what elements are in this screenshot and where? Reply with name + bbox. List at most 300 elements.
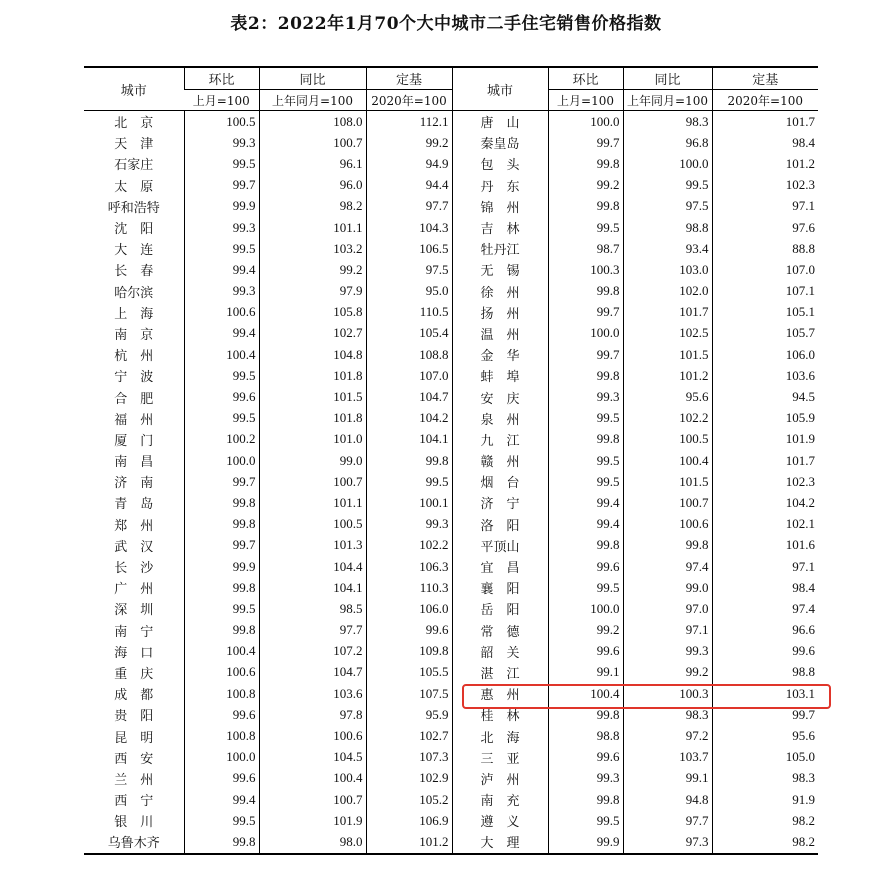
base-value-cell: 105.0 <box>712 747 818 768</box>
mom-value-cell: 99.6 <box>184 768 259 789</box>
base-value-cell: 110.3 <box>366 577 452 598</box>
base-value-cell: 97.1 <box>712 556 818 577</box>
table-row <box>84 556 818 577</box>
city-name-cell: 西 宁 <box>114 794 154 810</box>
mom-value-cell: 99.8 <box>548 196 623 217</box>
table-row <box>84 535 818 556</box>
mom-value-cell: 100.0 <box>548 323 623 344</box>
base-value-cell: 101.9 <box>712 429 818 450</box>
mom-value-cell: 99.8 <box>548 153 623 174</box>
yoy-value-cell: 102.2 <box>623 408 712 429</box>
city-name-cell: 金 华 <box>452 344 548 365</box>
city-name-cell: 平顶山 <box>452 535 548 556</box>
base-value-cell: 105.7 <box>712 323 818 344</box>
base-value-cell: 109.8 <box>366 641 452 662</box>
city-name-cell: 石家庄 <box>114 158 154 174</box>
yoy-value-cell: 98.0 <box>259 831 366 853</box>
table-row <box>84 365 818 386</box>
table-row <box>84 577 818 598</box>
yoy-value-cell: 97.3 <box>623 831 712 853</box>
city-name-cell: 济 南 <box>114 476 154 492</box>
yoy-value-cell: 100.3 <box>623 683 712 704</box>
base-value-cell: 107.3 <box>366 747 452 768</box>
base-value-cell: 101.2 <box>366 831 452 853</box>
city-name-cell: 赣 州 <box>452 450 548 471</box>
header-mom-right: 环比 <box>548 67 623 90</box>
city-name-cell: 合 肥 <box>114 391 154 407</box>
mom-value-cell: 99.8 <box>548 281 623 302</box>
mom-value-cell: 100.8 <box>184 683 259 704</box>
yoy-value-cell: 98.3 <box>623 111 712 133</box>
table-row <box>84 323 818 344</box>
base-value-cell: 105.5 <box>366 662 452 683</box>
yoy-value-cell: 97.2 <box>623 725 712 746</box>
mom-value-cell: 99.4 <box>184 259 259 280</box>
yoy-value-cell: 101.9 <box>259 810 366 831</box>
city-name-cell: 厦 门 <box>114 433 154 449</box>
yoy-value-cell: 98.5 <box>259 598 366 619</box>
highlight-box-huizhou <box>462 684 831 709</box>
city-name-cell: 无 锡 <box>452 259 548 280</box>
base-value-cell: 107.0 <box>712 259 818 280</box>
yoy-value-cell: 101.0 <box>259 429 366 450</box>
subheader-base-right: 2020年=100 <box>712 90 818 111</box>
base-value-cell: 107.0 <box>366 365 452 386</box>
yoy-value-cell: 104.8 <box>259 344 366 365</box>
yoy-value-cell: 97.5 <box>623 196 712 217</box>
header-city-right: 城市 <box>452 67 548 111</box>
base-value-cell: 97.6 <box>712 217 818 238</box>
base-value-cell: 112.1 <box>366 111 452 133</box>
mom-value-cell: 99.9 <box>548 831 623 853</box>
mom-value-cell: 99.5 <box>184 810 259 831</box>
base-value-cell: 102.1 <box>712 514 818 535</box>
mom-value-cell: 99.6 <box>184 704 259 725</box>
mom-value-cell: 99.8 <box>184 492 259 513</box>
city-name-cell: 烟 台 <box>452 471 548 492</box>
yoy-value-cell: 94.8 <box>623 789 712 810</box>
mom-value-cell: 99.8 <box>184 514 259 535</box>
yoy-value-cell: 103.2 <box>259 238 366 259</box>
base-value-cell: 106.0 <box>366 598 452 619</box>
yoy-value-cell: 101.1 <box>259 492 366 513</box>
base-value-cell: 104.1 <box>366 429 452 450</box>
mom-value-cell: 99.6 <box>548 641 623 662</box>
mom-value-cell: 100.0 <box>548 598 623 619</box>
base-value-cell: 95.6 <box>712 725 818 746</box>
yoy-value-cell: 96.1 <box>259 153 366 174</box>
city-name-cell: 惠 州 <box>452 683 548 704</box>
base-value-cell: 97.1 <box>712 196 818 217</box>
yoy-value-cell: 93.4 <box>623 238 712 259</box>
base-value-cell: 106.9 <box>366 810 452 831</box>
subheader-yoy-left: 上年同月=100 <box>259 90 366 111</box>
mom-value-cell: 99.3 <box>548 386 623 407</box>
table-row <box>84 281 818 302</box>
mom-value-cell: 100.3 <box>548 259 623 280</box>
yoy-value-cell: 99.5 <box>623 175 712 196</box>
table-row <box>84 471 818 492</box>
yoy-value-cell: 103.0 <box>623 259 712 280</box>
base-value-cell: 98.2 <box>712 810 818 831</box>
base-value-cell: 97.4 <box>712 598 818 619</box>
yoy-value-cell: 104.1 <box>259 577 366 598</box>
city-name-cell: 昆 明 <box>114 730 154 746</box>
city-name-cell: 哈尔滨 <box>114 285 154 301</box>
table-row <box>84 302 818 323</box>
price-index-table <box>84 66 818 855</box>
base-value-cell: 106.3 <box>366 556 452 577</box>
mom-value-cell: 99.7 <box>184 175 259 196</box>
mom-value-cell: 100.5 <box>184 111 259 133</box>
city-name-cell: 北 京 <box>114 116 154 132</box>
yoy-value-cell: 97.0 <box>623 598 712 619</box>
mom-value-cell: 99.4 <box>184 323 259 344</box>
table-row <box>84 768 818 789</box>
base-value-cell: 99.5 <box>366 471 452 492</box>
yoy-value-cell: 103.7 <box>623 747 712 768</box>
base-value-cell: 102.2 <box>366 535 452 556</box>
mom-value-cell: 99.5 <box>548 577 623 598</box>
city-name-cell: 包 头 <box>452 153 548 174</box>
mom-value-cell: 99.4 <box>548 492 623 513</box>
base-value-cell: 97.5 <box>366 259 452 280</box>
table-row <box>84 831 818 853</box>
yoy-value-cell: 96.0 <box>259 175 366 196</box>
base-value-cell: 101.7 <box>712 450 818 471</box>
base-value-cell: 106.0 <box>712 344 818 365</box>
city-name-cell: 扬 州 <box>452 302 548 323</box>
yoy-value-cell: 98.3 <box>623 704 712 725</box>
table-row <box>84 662 818 683</box>
mom-value-cell: 99.8 <box>184 620 259 641</box>
base-value-cell: 95.0 <box>366 281 452 302</box>
city-name-cell: 广 州 <box>114 582 154 598</box>
table-row <box>84 747 818 768</box>
city-name-cell: 西 安 <box>114 751 154 767</box>
city-name-cell: 兰 州 <box>114 772 154 788</box>
base-value-cell: 104.2 <box>366 408 452 429</box>
yoy-value-cell: 97.8 <box>259 704 366 725</box>
yoy-value-cell: 101.5 <box>259 386 366 407</box>
table-row <box>84 450 818 471</box>
mom-value-cell: 99.9 <box>184 556 259 577</box>
base-value-cell: 102.3 <box>712 175 818 196</box>
mom-value-cell: 99.9 <box>184 196 259 217</box>
mom-value-cell: 99.5 <box>548 810 623 831</box>
city-name-cell: 南 京 <box>114 327 154 343</box>
city-name-cell: 锦 州 <box>452 196 548 217</box>
mom-value-cell: 99.5 <box>548 471 623 492</box>
mom-value-cell: 100.4 <box>184 344 259 365</box>
mom-value-cell: 99.4 <box>548 514 623 535</box>
mom-value-cell: 99.7 <box>184 471 259 492</box>
mom-value-cell: 99.5 <box>184 598 259 619</box>
yoy-value-cell: 102.5 <box>623 323 712 344</box>
city-name-cell: 湛 江 <box>452 662 548 683</box>
base-value-cell: 110.5 <box>366 302 452 323</box>
city-name-cell: 天 津 <box>114 137 154 153</box>
mom-value-cell: 99.7 <box>548 132 623 153</box>
subheader-mom-left: 上月=100 <box>184 90 259 111</box>
subheader-mom-right: 上月=100 <box>548 90 623 111</box>
city-name-cell: 郑 州 <box>114 518 154 534</box>
yoy-value-cell: 99.3 <box>623 641 712 662</box>
city-name-cell: 福 州 <box>114 412 154 428</box>
table-row <box>84 386 818 407</box>
yoy-value-cell: 100.6 <box>259 725 366 746</box>
city-name-cell: 三 亚 <box>452 747 548 768</box>
city-name-cell: 贵 阳 <box>114 709 154 725</box>
base-value-cell: 96.6 <box>712 620 818 641</box>
base-value-cell: 91.9 <box>712 789 818 810</box>
yoy-value-cell: 99.2 <box>623 662 712 683</box>
table-row <box>84 514 818 535</box>
city-name-cell: 遵 义 <box>452 810 548 831</box>
mom-value-cell: 99.7 <box>184 535 259 556</box>
header-base-left: 定基 <box>366 67 452 90</box>
city-name-cell: 岳 阳 <box>452 598 548 619</box>
mom-value-cell: 99.6 <box>548 747 623 768</box>
mom-value-cell: 100.6 <box>184 302 259 323</box>
mom-value-cell: 99.3 <box>184 281 259 302</box>
base-value-cell: 98.2 <box>712 831 818 853</box>
city-name-cell: 南 昌 <box>114 455 154 471</box>
city-name-cell: 泸 州 <box>452 768 548 789</box>
subheader-base-left: 2020年=100 <box>366 90 452 111</box>
header-base-right: 定基 <box>712 67 818 90</box>
base-value-cell: 99.8 <box>366 450 452 471</box>
base-value-cell: 105.4 <box>366 323 452 344</box>
mom-value-cell: 99.5 <box>548 217 623 238</box>
mom-value-cell: 99.2 <box>548 620 623 641</box>
base-value-cell: 98.8 <box>712 662 818 683</box>
city-name-cell: 大 理 <box>452 831 548 853</box>
mom-value-cell: 100.4 <box>184 641 259 662</box>
yoy-value-cell: 98.2 <box>259 196 366 217</box>
mom-value-cell: 99.5 <box>548 408 623 429</box>
base-value-cell: 98.4 <box>712 132 818 153</box>
mom-value-cell: 99.8 <box>548 365 623 386</box>
yoy-value-cell: 97.4 <box>623 556 712 577</box>
mom-value-cell: 99.8 <box>184 831 259 853</box>
city-name-cell: 桂 林 <box>452 704 548 725</box>
yoy-value-cell: 100.7 <box>259 132 366 153</box>
table-row <box>84 641 818 662</box>
base-value-cell: 99.3 <box>366 514 452 535</box>
yoy-value-cell: 100.5 <box>259 514 366 535</box>
city-name-cell: 吉 林 <box>452 217 548 238</box>
mom-value-cell: 99.6 <box>184 386 259 407</box>
base-value-cell: 103.1 <box>712 683 818 704</box>
yoy-value-cell: 96.8 <box>623 132 712 153</box>
header-yoy-left: 同比 <box>259 67 366 90</box>
table-row <box>84 259 818 280</box>
city-name-cell: 成 都 <box>114 688 154 704</box>
table-row <box>84 132 818 153</box>
table-row <box>84 217 818 238</box>
yoy-value-cell: 97.1 <box>623 620 712 641</box>
mom-value-cell: 99.7 <box>548 302 623 323</box>
city-name-cell: 丹 东 <box>452 175 548 196</box>
base-value-cell: 108.8 <box>366 344 452 365</box>
mom-value-cell: 99.8 <box>548 429 623 450</box>
city-name-cell: 温 州 <box>452 323 548 344</box>
base-value-cell: 104.7 <box>366 386 452 407</box>
yoy-value-cell: 108.0 <box>259 111 366 133</box>
city-name-cell: 上 海 <box>114 306 154 322</box>
yoy-value-cell: 102.0 <box>623 281 712 302</box>
base-value-cell: 97.7 <box>366 196 452 217</box>
mom-value-cell: 99.7 <box>548 344 623 365</box>
city-name-cell: 蚌 埠 <box>452 365 548 386</box>
city-name-cell: 海 口 <box>114 645 154 661</box>
mom-value-cell: 99.4 <box>184 789 259 810</box>
yoy-value-cell: 100.5 <box>623 429 712 450</box>
yoy-value-cell: 105.8 <box>259 302 366 323</box>
mom-value-cell: 99.5 <box>184 365 259 386</box>
mom-value-cell: 99.5 <box>548 450 623 471</box>
yoy-value-cell: 101.2 <box>623 365 712 386</box>
base-value-cell: 105.2 <box>366 789 452 810</box>
mom-value-cell: 99.5 <box>184 238 259 259</box>
yoy-value-cell: 97.7 <box>259 620 366 641</box>
yoy-value-cell: 104.4 <box>259 556 366 577</box>
base-value-cell: 107.5 <box>366 683 452 704</box>
base-value-cell: 102.9 <box>366 768 452 789</box>
yoy-value-cell: 100.6 <box>623 514 712 535</box>
mom-value-cell: 99.8 <box>184 577 259 598</box>
yoy-value-cell: 101.1 <box>259 217 366 238</box>
mom-value-cell: 100.0 <box>548 111 623 133</box>
base-value-cell: 105.1 <box>712 302 818 323</box>
yoy-value-cell: 99.0 <box>623 577 712 598</box>
mom-value-cell: 99.6 <box>548 556 623 577</box>
city-name-cell: 南 充 <box>452 789 548 810</box>
yoy-value-cell: 100.7 <box>259 789 366 810</box>
header-city-left: 城市 <box>84 67 184 111</box>
mom-value-cell: 99.3 <box>184 217 259 238</box>
base-value-cell: 107.1 <box>712 281 818 302</box>
yoy-value-cell: 103.6 <box>259 683 366 704</box>
city-name-cell: 徐 州 <box>452 281 548 302</box>
city-name-cell: 韶 关 <box>452 641 548 662</box>
table-row <box>84 175 818 196</box>
mom-value-cell: 99.8 <box>548 704 623 725</box>
yoy-value-cell: 100.7 <box>259 471 366 492</box>
city-name-cell: 深 圳 <box>114 603 154 619</box>
mom-value-cell: 99.5 <box>184 408 259 429</box>
city-name-cell: 安 庆 <box>452 386 548 407</box>
yoy-value-cell: 101.3 <box>259 535 366 556</box>
yoy-value-cell: 97.7 <box>623 810 712 831</box>
table-row <box>84 196 818 217</box>
mom-value-cell: 100.8 <box>184 725 259 746</box>
base-value-cell: 94.9 <box>366 153 452 174</box>
yoy-value-cell: 101.8 <box>259 408 366 429</box>
base-value-cell: 102.3 <box>712 471 818 492</box>
yoy-value-cell: 99.2 <box>259 259 366 280</box>
base-value-cell: 101.6 <box>712 535 818 556</box>
city-name-cell: 银 川 <box>114 815 154 831</box>
table-row <box>84 598 818 619</box>
city-name-cell: 宜 昌 <box>452 556 548 577</box>
city-name-cell: 常 德 <box>452 620 548 641</box>
table-row <box>84 429 818 450</box>
header-mom-left: 环比 <box>184 67 259 90</box>
city-name-cell: 牡丹江 <box>452 238 548 259</box>
city-name-cell: 长 沙 <box>114 561 154 577</box>
subheader-yoy-right: 上年同月=100 <box>623 90 712 111</box>
mom-value-cell: 99.3 <box>548 768 623 789</box>
table-row <box>84 153 818 174</box>
yoy-value-cell: 98.8 <box>623 217 712 238</box>
base-value-cell: 104.2 <box>712 492 818 513</box>
header-yoy-right: 同比 <box>623 67 712 90</box>
yoy-value-cell: 101.5 <box>623 471 712 492</box>
city-name-cell: 北 海 <box>452 725 548 746</box>
base-value-cell: 88.8 <box>712 238 818 259</box>
city-name-cell: 长 春 <box>114 264 154 280</box>
yoy-value-cell: 101.5 <box>623 344 712 365</box>
table-row <box>84 408 818 429</box>
city-name-cell: 武 汉 <box>114 539 154 555</box>
mom-value-cell: 98.8 <box>548 725 623 746</box>
yoy-value-cell: 101.8 <box>259 365 366 386</box>
yoy-value-cell: 100.7 <box>623 492 712 513</box>
mom-value-cell: 99.8 <box>548 789 623 810</box>
city-name-cell: 乌鲁木齐 <box>84 831 184 853</box>
mom-value-cell: 100.4 <box>548 683 623 704</box>
mom-value-cell: 99.5 <box>184 153 259 174</box>
mom-value-cell: 99.3 <box>184 132 259 153</box>
base-value-cell: 102.7 <box>366 725 452 746</box>
base-value-cell: 94.5 <box>712 386 818 407</box>
city-name-cell: 太 原 <box>114 179 154 195</box>
city-name-cell: 唐 山 <box>452 111 548 133</box>
city-name-cell: 襄 阳 <box>452 577 548 598</box>
city-name-cell: 秦皇岛 <box>452 132 548 153</box>
table-row <box>84 620 818 641</box>
city-name-cell: 泉 州 <box>452 408 548 429</box>
city-name-cell: 宁 波 <box>114 370 154 386</box>
city-name-cell: 青 岛 <box>114 497 154 513</box>
city-name-cell: 杭 州 <box>114 349 154 365</box>
mom-value-cell: 100.0 <box>184 450 259 471</box>
yoy-value-cell: 99.1 <box>623 768 712 789</box>
yoy-value-cell: 107.2 <box>259 641 366 662</box>
base-value-cell: 99.2 <box>366 132 452 153</box>
city-name-cell: 南 宁 <box>114 624 154 640</box>
yoy-value-cell: 100.4 <box>623 450 712 471</box>
table-row <box>84 344 818 365</box>
yoy-value-cell: 97.9 <box>259 281 366 302</box>
mom-value-cell: 100.6 <box>184 662 259 683</box>
base-value-cell: 99.6 <box>366 620 452 641</box>
base-value-cell: 95.9 <box>366 704 452 725</box>
base-value-cell: 106.5 <box>366 238 452 259</box>
base-value-cell: 98.4 <box>712 577 818 598</box>
yoy-value-cell: 100.4 <box>259 768 366 789</box>
base-value-cell: 101.7 <box>712 111 818 133</box>
yoy-value-cell: 100.0 <box>623 153 712 174</box>
city-name-cell: 九 江 <box>452 429 548 450</box>
mom-value-cell: 98.7 <box>548 238 623 259</box>
city-name-cell: 洛 阳 <box>452 514 548 535</box>
city-name-cell: 重 庆 <box>114 666 154 682</box>
yoy-value-cell: 102.7 <box>259 323 366 344</box>
table-row <box>84 111 818 133</box>
